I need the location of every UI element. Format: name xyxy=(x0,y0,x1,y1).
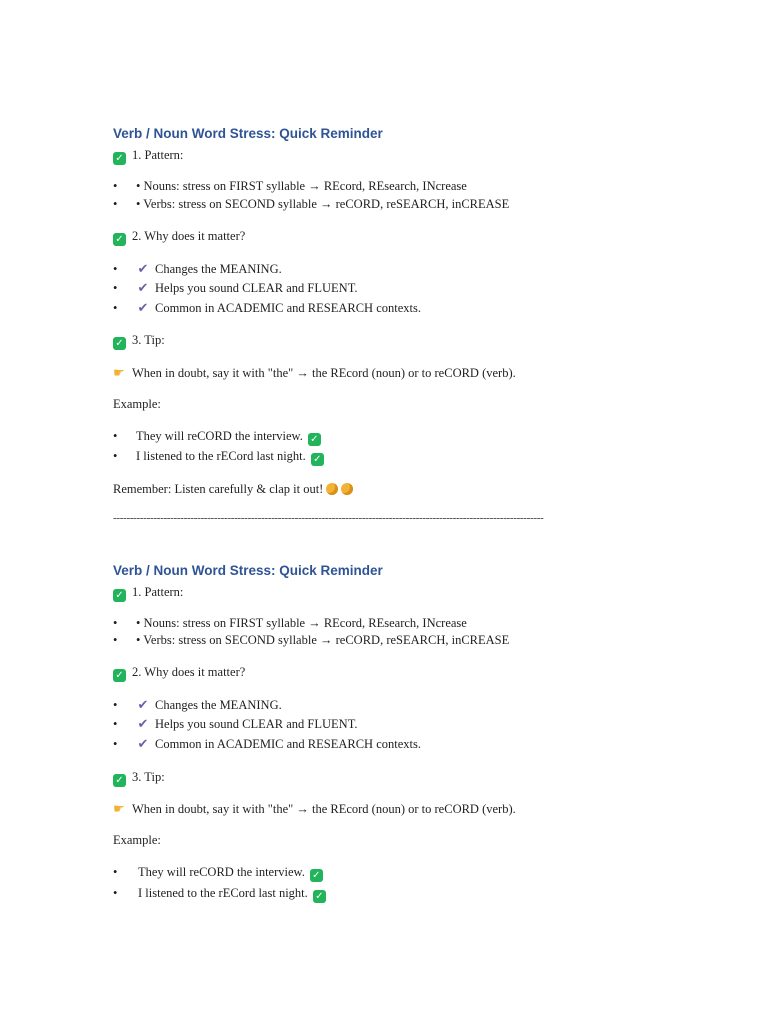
check-box-icon: ✓ xyxy=(113,152,126,165)
why-item: Helps you sound CLEAR and FLUENT. xyxy=(155,281,358,295)
check-box-icon: ✓ xyxy=(113,233,126,246)
tip-title-line xyxy=(113,332,165,348)
check-mark-icon: ✔ xyxy=(137,737,149,752)
check-box-icon: ✓ xyxy=(311,453,324,466)
check-box-icon: ✓ xyxy=(310,869,323,882)
check-box-icon: ✓ xyxy=(113,337,126,350)
check-box-icon: ✓ xyxy=(113,589,126,602)
tip-title: 3. Tip: xyxy=(132,333,165,347)
bullet: • xyxy=(113,717,118,731)
check-mark-icon: ✔ xyxy=(137,301,149,316)
pattern-title-line xyxy=(113,584,183,600)
bullet: • xyxy=(113,301,118,315)
bullet: • xyxy=(113,197,118,211)
bullet: • xyxy=(113,429,118,443)
example-label: Example: xyxy=(113,833,161,847)
pattern-item-verbs: • Verbs: stress on SECOND syllable → reCORD, reSEARCH, inCREASE xyxy=(136,197,510,211)
check-box-icon: ✓ xyxy=(113,774,126,787)
bullet: • xyxy=(113,865,118,879)
why-title-line xyxy=(113,664,245,680)
bullet: • xyxy=(113,737,118,751)
bullet: • xyxy=(113,281,118,295)
why-item: Common in ACADEMIC and RESEARCH contexts. xyxy=(155,737,421,751)
section-heading: Verb / Noun Word Stress: Quick Reminder xyxy=(113,126,383,141)
tip-title: 3. Tip: xyxy=(132,770,165,784)
bullet: • xyxy=(113,449,118,463)
bullet: • xyxy=(113,179,118,193)
bullet: • xyxy=(113,698,118,712)
example-item: They will reCORD the interview. xyxy=(136,429,303,443)
example-label: Example: xyxy=(113,397,161,411)
clapping-hands-icon xyxy=(326,483,338,495)
tip-text: When in doubt, say it with "the" → the REcord (noun) or to reCORD (verb). xyxy=(132,802,516,816)
divider: -------------------------------------------------------------------------------------------------------------------------------- xyxy=(113,512,544,524)
pattern-title: 1. Pattern: xyxy=(132,585,184,599)
pattern-title-line xyxy=(113,147,183,163)
section-2 xyxy=(113,562,673,907)
why-title: 2. Why does it matter? xyxy=(132,229,246,243)
why-item: Helps you sound CLEAR and FLUENT. xyxy=(155,717,358,731)
pointing-hand-icon: ☛ xyxy=(113,366,125,381)
example-item: I listened to the rECord last night. xyxy=(136,449,306,463)
section-heading: Verb / Noun Word Stress: Quick Reminder xyxy=(113,563,383,578)
check-mark-icon: ✔ xyxy=(137,281,149,296)
tip-line xyxy=(113,801,516,817)
section-1 xyxy=(113,125,673,505)
pattern-item-nouns: • Nouns: stress on FIRST syllable → REcord, REsearch, INcrease xyxy=(136,179,467,193)
pattern-title: 1. Pattern: xyxy=(132,148,184,162)
tip-title-line xyxy=(113,769,165,785)
pattern-item-verbs: • Verbs: stress on SECOND syllable → reCORD, reSEARCH, inCREASE xyxy=(136,633,510,647)
tip-text: When in doubt, say it with "the" → the REcord (noun) or to reCORD (verb). xyxy=(132,366,516,380)
example-item: They will reCORD the interview. xyxy=(138,865,305,879)
pointing-hand-icon: ☛ xyxy=(113,802,125,817)
remember-line xyxy=(113,481,353,497)
check-mark-icon: ✔ xyxy=(137,717,149,732)
bullet: • xyxy=(113,886,118,900)
check-box-icon: ✓ xyxy=(308,433,321,446)
bullet: • xyxy=(113,616,118,630)
check-box-icon: ✓ xyxy=(113,669,126,682)
check-box-icon: ✓ xyxy=(313,890,326,903)
why-title: 2. Why does it matter? xyxy=(132,665,246,679)
bullet: • xyxy=(113,262,118,276)
bullet: • xyxy=(113,633,118,647)
why-item: Changes the MEANING. xyxy=(155,698,282,712)
why-title-line xyxy=(113,228,245,244)
why-item: Changes the MEANING. xyxy=(155,262,282,276)
check-mark-icon: ✔ xyxy=(137,698,149,713)
clapping-hands-icon xyxy=(341,483,353,495)
example-item: I listened to the rECord last night. xyxy=(138,886,308,900)
tip-line xyxy=(113,365,516,381)
check-mark-icon: ✔ xyxy=(137,262,149,277)
remember-text: Remember: Listen carefully & clap it out! xyxy=(113,482,324,496)
why-item: Common in ACADEMIC and RESEARCH contexts. xyxy=(155,301,421,315)
pattern-item-nouns: • Nouns: stress on FIRST syllable → REcord, REsearch, INcrease xyxy=(136,616,467,630)
